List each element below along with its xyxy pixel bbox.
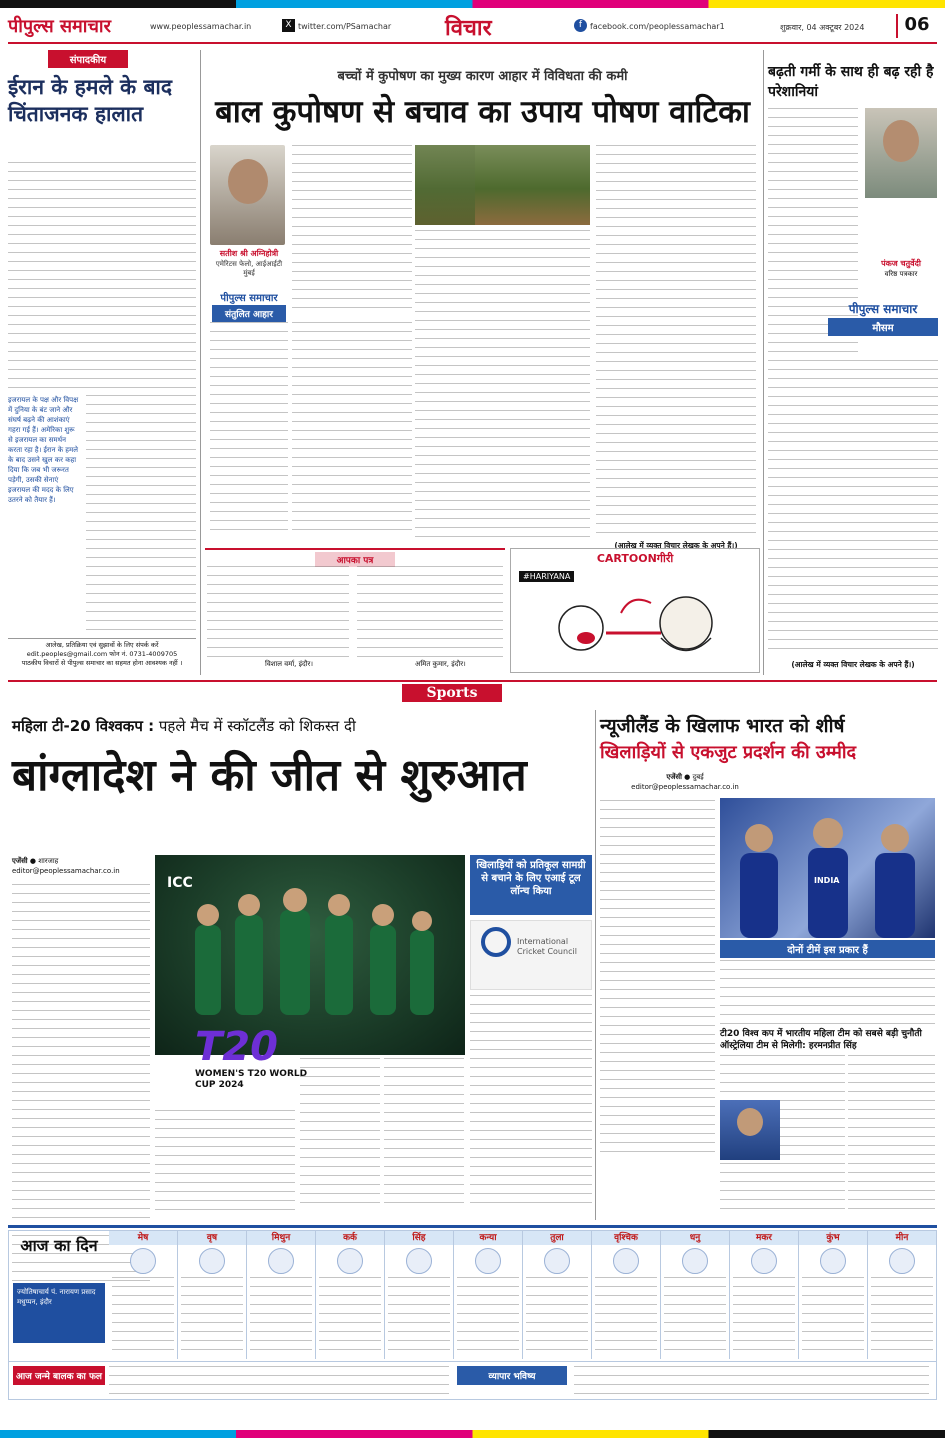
icc-logo-text: International Cricket Council (517, 937, 577, 956)
masthead-twitter[interactable]: twitter.com/PSamachar (298, 22, 392, 31)
editorial-note: पाठकीय विचारों से पीपुल्स समाचार का सहमत होना आवश्यक नहीं । (21, 659, 183, 667)
zodiac-column (661, 1231, 730, 1359)
zodiac-text (595, 1277, 657, 1353)
story2-headline1: न्यूजीलैंड के खिलाफ भारत को शीर्ष (600, 715, 845, 737)
harmanpreet-photo (720, 1100, 780, 1160)
masthead-divider (8, 42, 937, 44)
weather-headline: बढ़ती गर्मी के साथ ही बढ़ रही है परेशानियां (768, 64, 934, 100)
sports-kicker-bold: महिला टी-20 विश्वकप : (12, 717, 155, 735)
zodiac-column (454, 1231, 523, 1359)
editorial-phone: फोन नं. 0731-4009705 (109, 650, 178, 658)
editorial-footer (8, 638, 196, 668)
jersey-text: INDIA (814, 876, 840, 885)
lead-body-col3 (596, 145, 756, 540)
letter-2 (357, 566, 503, 658)
zodiac-text (802, 1277, 864, 1353)
zodiac-sign: कर्क (316, 1231, 384, 1245)
know-label: आज जन्मे बालक का फल (13, 1366, 105, 1385)
ai-tool-box (470, 855, 592, 915)
zodiac-sign: सिंह (385, 1231, 453, 1245)
page-number: 06 (896, 14, 936, 38)
lead-body-col2 (415, 230, 590, 537)
bhavishya-text (574, 1366, 929, 1394)
sports-email[interactable]: editor@peoplessamachar.co.in (12, 867, 120, 875)
sports-body-col2b (300, 1058, 380, 1208)
masthead-brand: पीपुल्स समाचार (8, 16, 111, 37)
lead-body-col0 (210, 322, 288, 537)
zodiac-column (523, 1231, 592, 1359)
twitter-icon: X (282, 19, 295, 32)
sports-body-col2c (384, 1058, 464, 1208)
lead-kicker: बच्चों में कुपोषण का मुख्य कारण आहार में विविधता की कमी (337, 69, 628, 84)
sports-kicker (12, 716, 590, 736)
letter-2-sign: अमित कुमार, इंदौर। (415, 660, 466, 668)
weather-author-photo (865, 108, 937, 198)
zodiac-row (109, 1231, 937, 1359)
zodiac-sign: कन्या (454, 1231, 522, 1245)
zodiac-sign: मिथुन (247, 1231, 315, 1245)
zodiac-symbol-icon (544, 1248, 570, 1274)
cartoon-drawing (511, 583, 759, 673)
zodiac-text (250, 1277, 312, 1353)
lead-badge-brand: पीपुल्स समाचार (220, 293, 278, 304)
cartoon-title: CARTOONगीरी (596, 552, 674, 565)
story2-quote-head: टी20 विश्व कप में भारतीय महिला टीम को सबसे बड़ी चुनौती ऑस्ट्रेलिया टीम से मिलेगी: हरमनप्रीत सिंह (720, 1029, 922, 1051)
know-text (109, 1366, 449, 1394)
author-photo (210, 145, 285, 245)
colorbar-top (0, 0, 945, 8)
lead-body-col1b (292, 322, 412, 537)
sports-label: Sports (402, 684, 502, 702)
letter-1 (207, 566, 349, 658)
column-divider (200, 50, 201, 675)
editorial-label: संपादकीय (48, 50, 128, 68)
zodiac-sign: मीन (868, 1231, 936, 1245)
icc-logo (470, 920, 592, 990)
sports-agency: एजेंसी (12, 857, 28, 865)
zodiac-column (247, 1231, 316, 1359)
zodiac-sign: मेष (109, 1231, 177, 1245)
colorbar-bottom (0, 1430, 945, 1438)
zodiac-column (385, 1231, 454, 1359)
editorial-email[interactable]: edit.peoples@gmail.com (26, 650, 108, 658)
weather-author: पंकज चतुर्वेदी (881, 259, 921, 268)
sports-kicker-rest: पहले मैच में स्कॉटलैंड को शिकस्त दी (158, 717, 356, 735)
zodiac-sign: वृष (178, 1231, 246, 1245)
editorial-column (8, 50, 196, 675)
zodiac-column (109, 1231, 178, 1359)
section-title: विचार (445, 16, 492, 41)
story2-body-col1 (600, 800, 715, 1155)
zodiac-symbol-icon (268, 1248, 294, 1274)
zodiac-column (316, 1231, 385, 1359)
t20-logo: T20 WOMEN'S T20 WORLD CUP 2024 (195, 1025, 360, 1105)
t20-logo-text: WOMEN'S T20 WORLD CUP 2024 (195, 1069, 308, 1090)
story2-agency: एजेंसी (666, 773, 682, 781)
lead-footnote: (आलेख में व्यक्त विचार लेखक के अपने हैं।) (614, 541, 738, 550)
sports-divider (595, 710, 596, 1220)
astrologer-box: ज्योतिषाचार्य पं. नारायण प्रसाद मधुप्पन, इंदौर (13, 1283, 105, 1343)
india-players-silhouettes (720, 798, 935, 938)
india-players-photo (720, 798, 935, 938)
zodiac-symbol-icon (406, 1248, 432, 1274)
story2-byline: एजेंसी ● दुबई editor@peoplessamachar.co.in (600, 772, 770, 792)
zodiac-column (592, 1231, 661, 1359)
story2-email[interactable]: editor@peoplessamachar.co.in (631, 783, 739, 791)
ai-tool-headline: खिलाड़ियों को प्रतिकूल सामग्री से बचाने के लिए एआई टूल लॉन्च किया (476, 860, 586, 897)
cartoon-tag: #HARIYANA (519, 571, 574, 582)
zodiac-symbol-icon (337, 1248, 363, 1274)
editorial-body-text (8, 162, 196, 392)
masthead-website[interactable]: www.peoplessamachar.in (150, 22, 252, 31)
horoscope-rule (8, 1225, 937, 1228)
lead-badge-label: संतुलित आहार (212, 305, 286, 322)
letters-label: आपका पत्र (315, 552, 395, 567)
zodiac-symbol-icon (475, 1248, 501, 1274)
lead-author: सतीश श्री अग्निहोत्री (219, 249, 279, 258)
weather-badge-label: मौसम (828, 318, 938, 336)
zodiac-column (730, 1231, 799, 1359)
sports-byline: एजेंसी ● शारजाह editor@peoplessamachar.co.in (12, 856, 152, 876)
lead-headline: बाल कुपोषण से बचाव का उपाय पोषण वाटिका (215, 94, 750, 130)
zodiac-sign: धनु (661, 1231, 729, 1245)
editorial-footer-line: आलेख, प्रतिक्रिया एवं सुझावों के लिए संपर्क करें (45, 641, 159, 649)
icc-label: ICC (167, 875, 193, 891)
masthead-date: शुक्रवार, 04 अक्टूबर 2024 (780, 23, 865, 32)
horoscope-bottom (9, 1361, 936, 1399)
weather-badge-brand: पीपुल्स समाचार (848, 302, 918, 316)
facebook-icon: f (574, 19, 587, 32)
zodiac-text (388, 1277, 450, 1353)
zodiac-text (181, 1277, 243, 1353)
story2-place: दुबई (692, 773, 704, 781)
nutrition-garden-photo-2 (415, 145, 475, 225)
masthead-facebook[interactable]: facebook.com/peoplessamachar1 (590, 22, 725, 31)
sports-rule (8, 680, 937, 682)
horoscope-box (8, 1230, 937, 1400)
weather-author-role: वरिष्ठ पत्रकार (884, 270, 918, 278)
zodiac-column (868, 1231, 937, 1359)
zodiac-symbol-icon (199, 1248, 225, 1274)
zodiac-text (319, 1277, 381, 1353)
zodiac-sign: मकर (730, 1231, 798, 1245)
bhavishya-label: व्यापार भविष्य (457, 1366, 567, 1385)
zodiac-symbol-icon (889, 1248, 915, 1274)
lead-body-col1 (292, 145, 412, 315)
story2-headline2: खिलाड़ियों से एकजुट प्रदर्शन की उम्मीद (600, 742, 857, 763)
weather-body-col2 (768, 360, 938, 655)
zodiac-column (799, 1231, 868, 1359)
teams-title: दोनों टीमें इस प्रकार हैं (720, 940, 935, 958)
letters-box (205, 548, 505, 673)
sports-body-col2a (155, 1110, 295, 1210)
editorial-pullquote: इजरायल के पक्ष और विपक्ष में दुनिया के बंट जाने और संघर्ष बढ़ने की आशंकाएं गहरा गई हैं। अमेरिका शुरू से इजरायल का समर्थन करता रहा है। ईरान के हमले के बाद उसने खुल कर कहा दिया कि जब भी जरूरत पड़ेगी, उसकी सेनाएं इजरायल की मदद के लिए उतरने को तैयार हैं। (8, 396, 79, 504)
lead-author-role: एमेरिटस फेलो, आईआईटी मुंबई (215, 260, 283, 277)
zodiac-text (457, 1277, 519, 1353)
letter-1-sign: विशाल वर्मा, इंदौर। (265, 660, 314, 668)
zodiac-text (112, 1277, 174, 1353)
zodiac-symbol-icon (751, 1248, 777, 1274)
zodiac-text (664, 1277, 726, 1353)
zodiac-symbol-icon (820, 1248, 846, 1274)
zodiac-sign: तुला (523, 1231, 591, 1245)
zodiac-text (526, 1277, 588, 1353)
zodiac-column (178, 1231, 247, 1359)
zodiac-text (871, 1277, 933, 1353)
zodiac-symbol-icon (613, 1248, 639, 1274)
zodiac-symbol-icon (130, 1248, 156, 1274)
horoscope-title: आज का दिन (20, 1236, 98, 1255)
sports-body-col1 (12, 884, 150, 1284)
cartoon-box (510, 548, 760, 673)
editorial-headline: ईरान के हमले के बाद चिंताजनक हालात (8, 75, 173, 126)
zodiac-sign: कुंभ (799, 1231, 867, 1245)
teams-list (720, 960, 935, 1025)
zodiac-sign: वृश्चिक (592, 1231, 660, 1245)
zodiac-text (733, 1277, 795, 1353)
ai-tool-body (470, 995, 592, 1205)
editorial-body-text-2 (86, 395, 196, 635)
story2-quote-body-2 (848, 1055, 935, 1215)
sports-place: शारजाह (38, 857, 59, 865)
zodiac-symbol-icon (682, 1248, 708, 1274)
column-divider-right (763, 50, 764, 675)
weather-footnote: (आलेख में व्यक्त विचार लेखक के अपने हैं।) (791, 660, 915, 669)
sports-headline: बांग्लादेश ने की जीत से शुरुआत (12, 750, 527, 801)
